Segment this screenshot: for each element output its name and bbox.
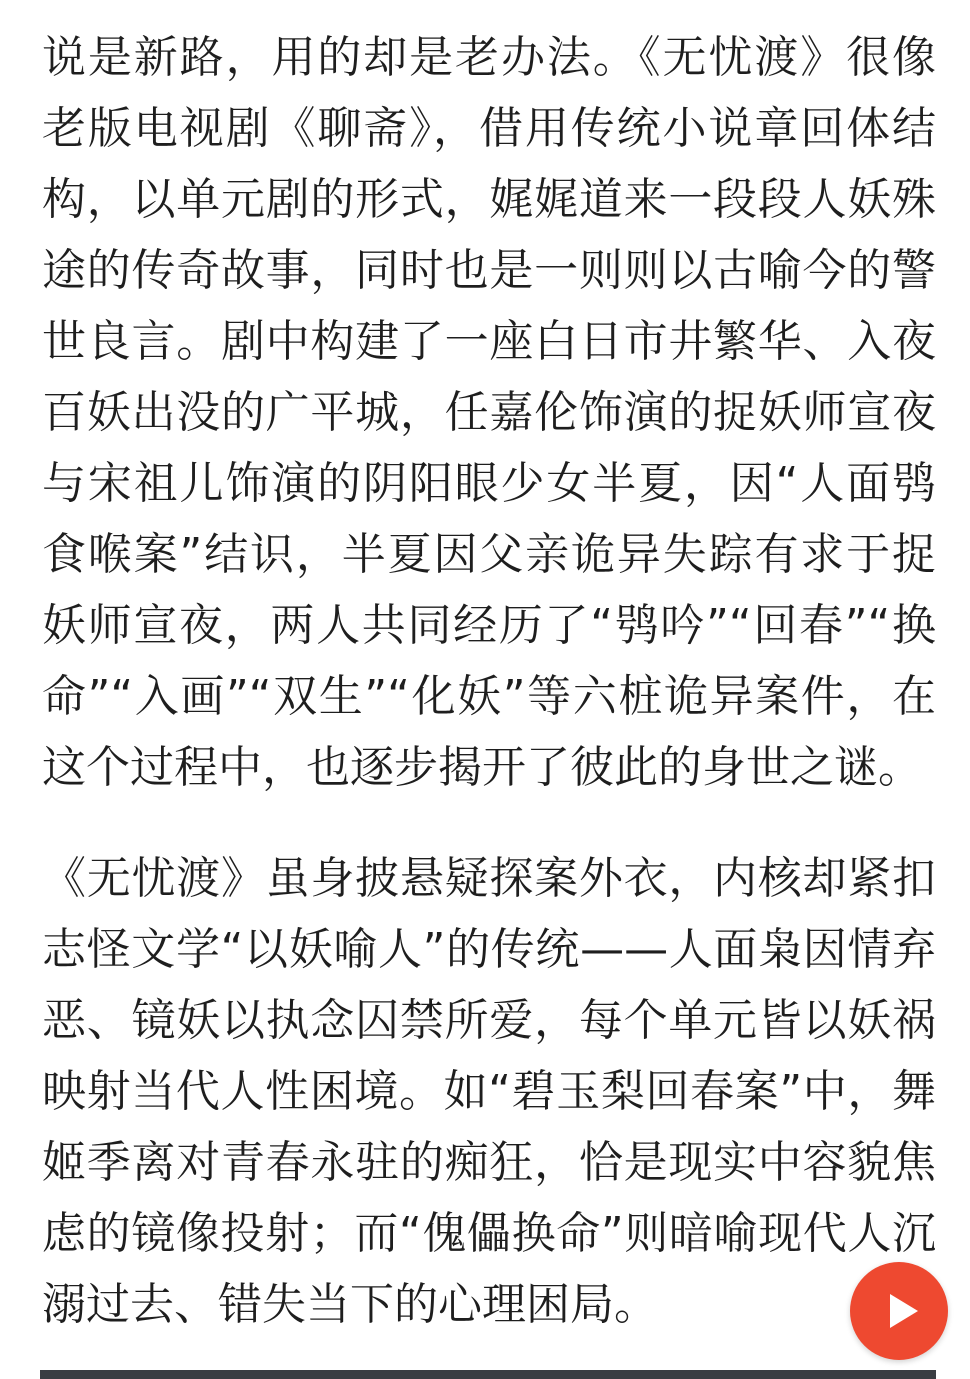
- video-thumbnail-strip[interactable]: [40, 1370, 936, 1379]
- play-button[interactable]: [850, 1262, 948, 1360]
- article-body: [42, 22, 936, 1340]
- play-icon: [880, 1289, 924, 1333]
- article-paragraph-2: 《无忧渡》虽身披悬疑探案外衣，内核却紧扣志怪文学“以妖喻人”的传统——人面枭因情弃恶、镜妖以执念囚禁所爱，每个单元皆以妖祸映射当代人性困境。如“碧玉梨回春案”中，舞姬季离对青春永驻的痴狂，恰是现实中容貌焦虑的镜像投射；而“傀儡换命”则暗喻现代人沉溺过去、错失当下的心理困局。: [42, 853, 936, 1330]
- article-paragraph-1: 说是新路，用的却是老办法。《无忧渡》很像老版电视剧《聊斋》，借用传统小说章回体结构，以单元剧的形式，娓娓道来一段段人妖殊途的传奇故事，同时也是一则则以古喻今的警世良言。剧中构建了一座白日市井繁华、入夜百妖出没的广平城，任嘉伦饰演的捉妖师宣夜与宋祖儿饰演的阴阳眼少女半夏，因“人面鸮食喉案”结识，半夏因父亲诡异失踪有求于捉妖师宣夜，两人共同经历了“鸮吟”“回春”“换命”“入画”“双生”“化妖”等六桩诡异案件，在这个过程中，也逐步揭开了彼此的身世之谜。: [42, 32, 936, 793]
